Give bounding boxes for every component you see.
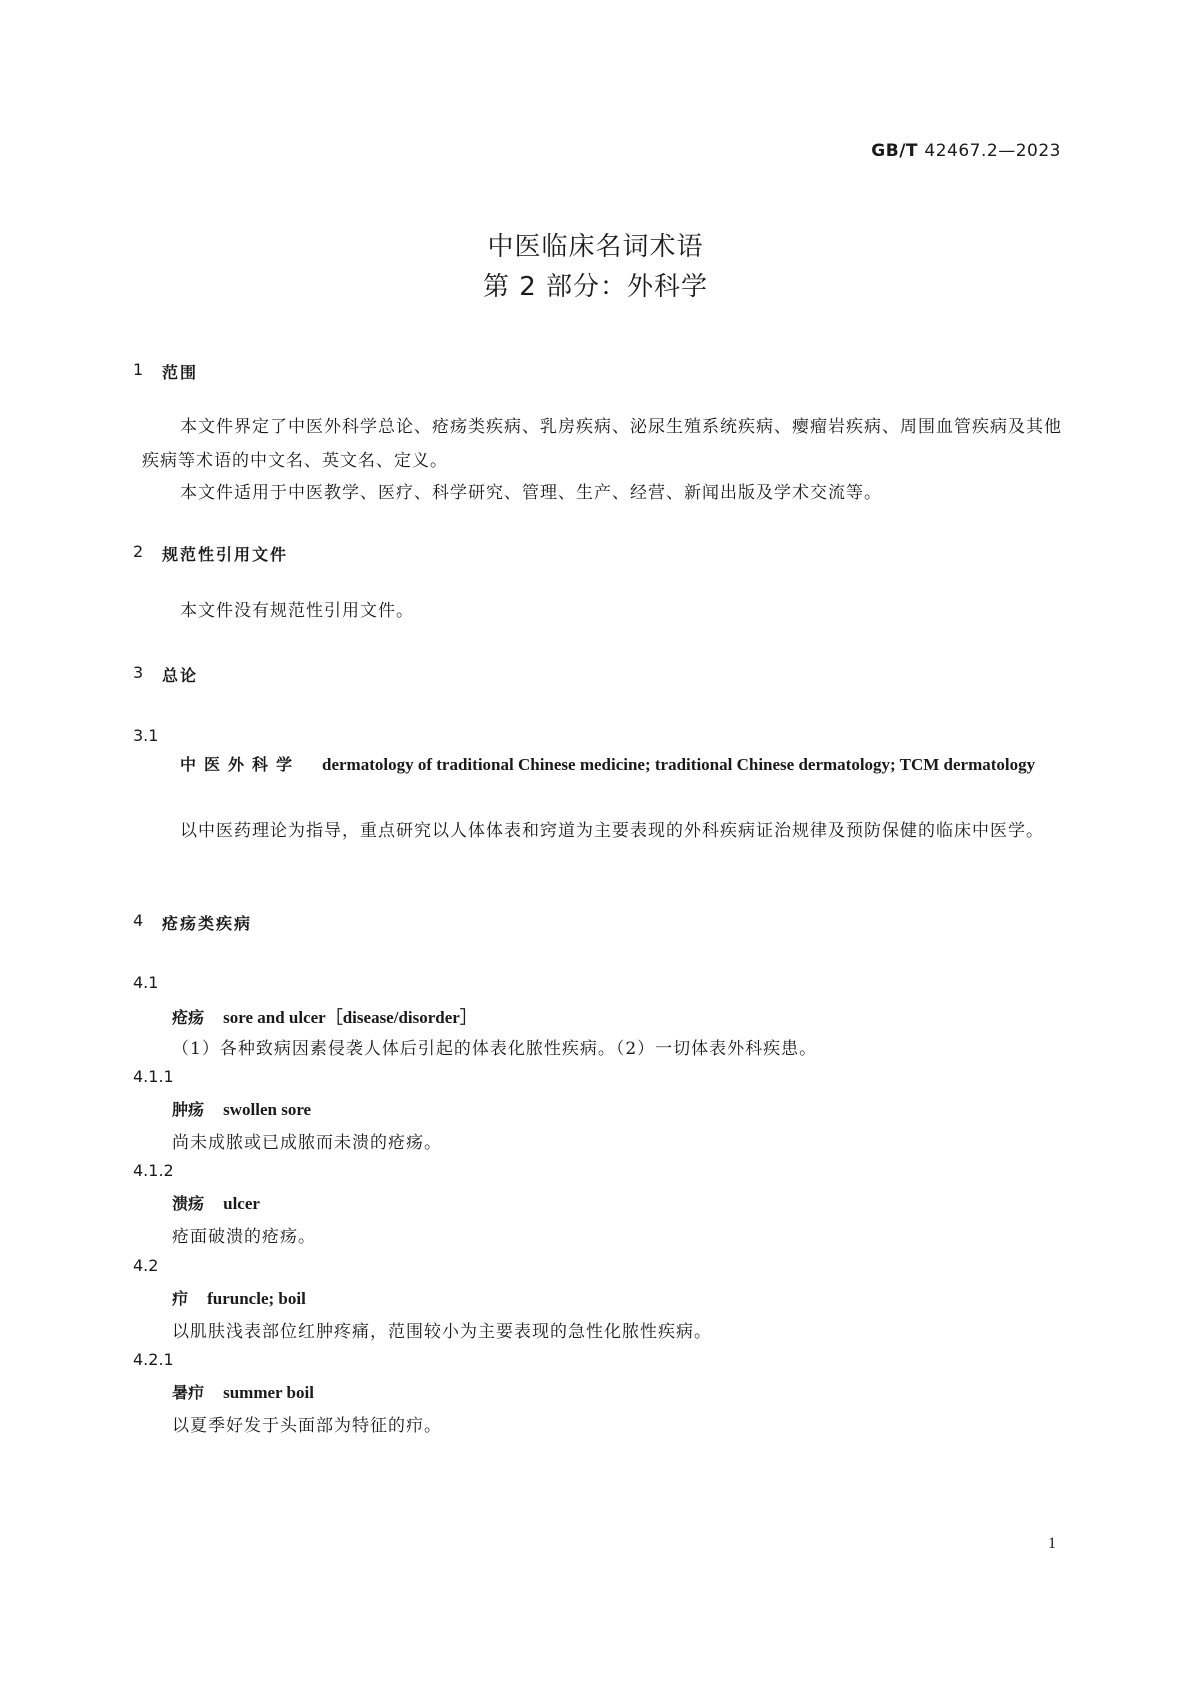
entry-definition: 以肌肤浅表部位红肿疼痛，范围较小为主要表现的急性化脓性疾病。 bbox=[172, 1322, 712, 1342]
entry-term-chinese: 疮疡 bbox=[172, 1008, 205, 1027]
entry-term-chinese: 肿疡 bbox=[172, 1100, 205, 1119]
entry-number: 4.1.1 bbox=[133, 1067, 174, 1086]
document-title: 中医临床名词术语 bbox=[487, 232, 704, 262]
entry-term-line bbox=[172, 1380, 314, 1403]
entry-term-chinese: 疖 bbox=[172, 1289, 189, 1308]
section-1-paragraph-2: 本文件适用于中医教学、医疗、科学研究、管理、生产、经营、新闻出版及学术交流等。 bbox=[180, 483, 882, 503]
entry-term-line bbox=[172, 1191, 260, 1214]
entry-definition: 以中医药理论为指导，重点研究以人体体表和窍道为主要表现的外科疾病证治规律及预防保健的临床中医学。 bbox=[180, 821, 1044, 841]
entry-definition: （1）各种致病因素侵袭人体后引起的体表化脓性疾病。（2）一切体表外科疾患。 bbox=[172, 1039, 818, 1059]
entry-term-line bbox=[142, 748, 1062, 782]
entry-term-chinese: 中医外科学 bbox=[180, 755, 301, 774]
section-1-title: 范围 bbox=[162, 363, 199, 382]
section-2-paragraph-1: 本文件没有规范性引用文件。 bbox=[180, 601, 414, 621]
entry-definition: 尚未成脓或已成脓而未溃的疮疡。 bbox=[172, 1133, 442, 1153]
entry-term-english: sore and ulcer［disease/disorder］ bbox=[223, 1008, 477, 1027]
standard-number bbox=[871, 141, 1061, 161]
entry-term-chinese: 溃疡 bbox=[172, 1194, 205, 1213]
document-subtitle: 第 2 部分：外科学 bbox=[482, 272, 709, 302]
entry-term-line bbox=[172, 1003, 477, 1028]
standard-prefix: GB/T bbox=[871, 141, 918, 161]
page-number: 1 bbox=[1048, 1535, 1056, 1552]
section-4-number: 4 bbox=[133, 911, 144, 930]
entry-term-line bbox=[172, 1286, 306, 1309]
entry-term-english: furuncle; boil bbox=[207, 1289, 306, 1308]
section-2-number: 2 bbox=[133, 542, 144, 561]
entry-term-english: swollen sore bbox=[223, 1100, 312, 1119]
section-1-number: 1 bbox=[133, 360, 144, 379]
entry-term-line bbox=[172, 1097, 311, 1120]
section-1-paragraph-1: 本文件界定了中医外科学总论、疮疡类疾病、乳房疾病、泌尿生殖系统疾病、瘿瘤岩疾病、周围血管疾病及其他疾病等术语的中文名、英文名、定义。 bbox=[142, 417, 1062, 471]
section-3-number: 3 bbox=[133, 663, 144, 682]
entry-number: 4.2 bbox=[133, 1256, 159, 1275]
entry-term-english: summer boil bbox=[223, 1383, 314, 1402]
entry-term-chinese: 暑疖 bbox=[172, 1383, 205, 1402]
entry-term-english: ulcer bbox=[223, 1194, 260, 1213]
entry-term-english: dermatology of traditional Chinese medicine; traditional Chinese dermatology; TCM dermatology bbox=[322, 755, 1036, 774]
standard-code: 42467.2—2023 bbox=[924, 141, 1061, 161]
section-4-title: 疮疡类疾病 bbox=[162, 914, 253, 933]
entry-number: 4.2.1 bbox=[133, 1350, 174, 1369]
entry-definition: 以夏季好发于头面部为特征的疖。 bbox=[172, 1416, 442, 1436]
section-3-title: 总论 bbox=[162, 666, 199, 685]
entry-number: 4.1 bbox=[133, 973, 159, 992]
entry-number: 3.1 bbox=[133, 726, 159, 745]
section-2-title: 规范性引用文件 bbox=[162, 545, 289, 564]
entry-definition: 疮面破溃的疮疡。 bbox=[172, 1227, 316, 1247]
entry-number: 4.1.2 bbox=[133, 1161, 174, 1180]
